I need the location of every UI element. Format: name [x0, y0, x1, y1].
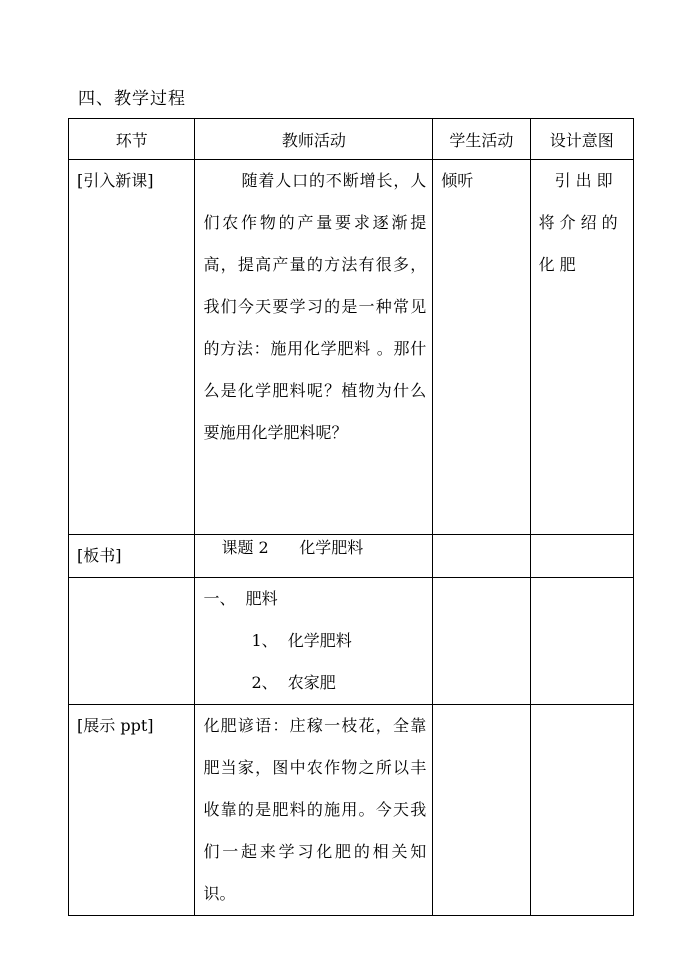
teaching-process-table — [68, 118, 634, 916]
design-intent-cell — [530, 160, 633, 535]
table-row — [69, 578, 634, 705]
table-row — [69, 160, 634, 535]
stage-cell — [69, 705, 195, 916]
header-student-activity: 学生活动 — [433, 119, 530, 160]
stage-label: [展示 ppt] — [77, 716, 154, 735]
student-activity-cell — [433, 160, 530, 535]
outline-item: 1、 化学肥料 — [251, 631, 352, 650]
stage-label: [板书] — [77, 546, 122, 565]
header-teacher-activity: 教师活动 — [195, 119, 433, 160]
student-activity-text: 倾听 — [441, 171, 474, 190]
stage-cell — [69, 578, 195, 705]
table-row — [69, 535, 634, 578]
header-stage: 环节 — [69, 119, 195, 160]
student-activity-cell — [433, 705, 530, 916]
stage-cell — [69, 160, 195, 535]
teacher-activity-cell — [195, 578, 433, 705]
design-intent-cell — [530, 705, 633, 916]
student-activity-cell — [433, 578, 530, 705]
design-intent-text: 引出即将介绍的化肥 — [538, 171, 623, 274]
design-intent-cell — [530, 535, 633, 578]
teacher-activity-cell — [195, 535, 433, 578]
teacher-activity-text: 化肥谚语：庄稼一枝花，全靠肥当家，图中农作物之所以丰收靠的是肥料的施用。今天我们一起来学习化肥的相关知识。 — [203, 716, 427, 903]
teacher-activity-cell — [195, 705, 433, 916]
stage-label: [引入新课] — [77, 171, 154, 190]
stage-cell — [69, 535, 195, 578]
teacher-activity-text: 随着人口的不断增长，人们农作物的产量要求逐渐提高，提高产量的方法有很多，我们今天要学习的是一种常见的方法：施用化学肥料 。那什么是化学肥料呢？植物为什么要施用化学肥料呢？ — [203, 171, 427, 442]
table-header-row — [69, 119, 634, 160]
student-activity-cell — [433, 535, 530, 578]
outline-item: 2、 农家肥 — [251, 673, 336, 692]
outline-heading: 一、 肥料 — [203, 589, 278, 608]
section-heading: 四、教学过程 — [78, 89, 186, 109]
header-design-intent: 设计意图 — [530, 119, 633, 160]
teacher-activity-cell — [195, 160, 433, 535]
board-title-text: 课题 2 化学肥料 — [221, 538, 364, 557]
table-row — [69, 705, 634, 916]
design-intent-cell — [530, 578, 633, 705]
